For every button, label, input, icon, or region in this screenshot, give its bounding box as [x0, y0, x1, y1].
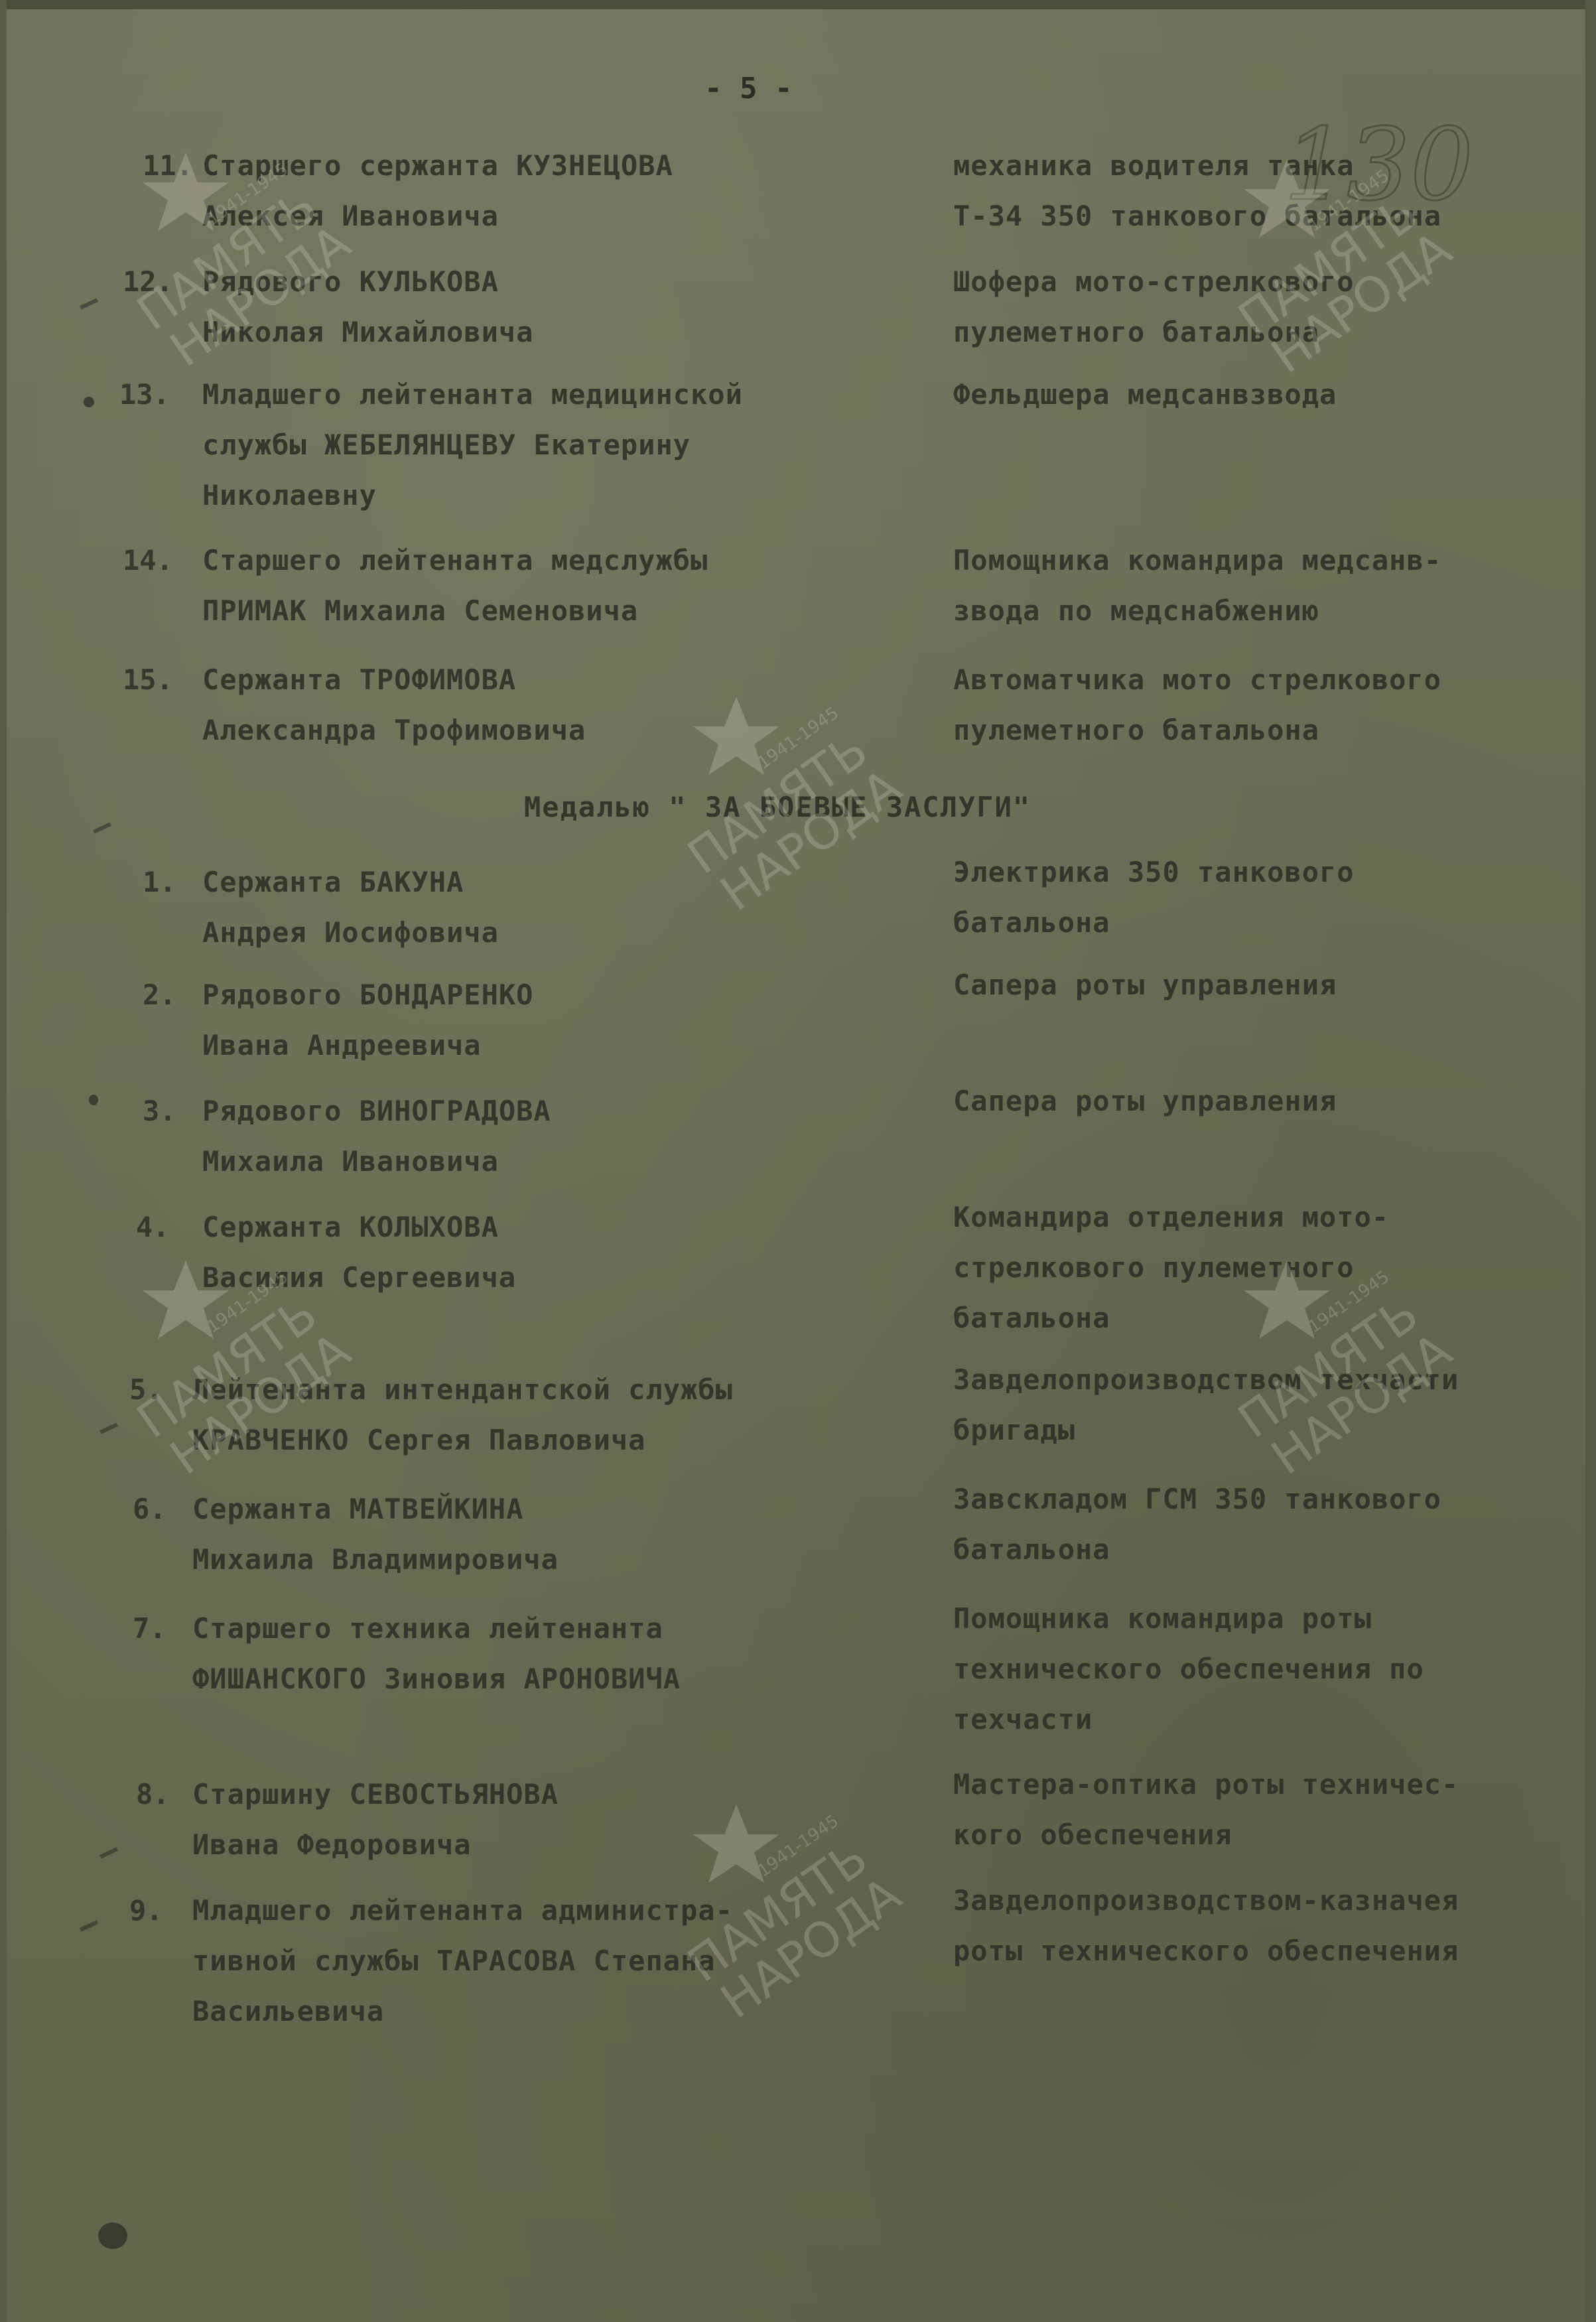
awardee-name-line: Рядового КУЛЬКОВА [202, 265, 499, 298]
page-top-edge [0, 0, 1596, 9]
awardee-name-line: Алексея Ивановича [202, 200, 499, 232]
awardee-name-line: Младшего лейтенанта медицинской [202, 378, 743, 411]
awardee-position-line: Сапера роты управления [953, 1085, 1337, 1117]
awardee-name-line: Старшину СЕВОСТЬЯНОВА [192, 1778, 559, 1810]
awardee-name-line: Андрея Иосифовича [202, 916, 499, 949]
awardee-name-line: Сержанта ТРОФИМОВА [202, 663, 517, 696]
awardee-position-line: Завделопроизводством-казначея [953, 1884, 1459, 1917]
awardee-name-line: Старшего лейтенанта медслужбы [202, 544, 708, 577]
margin-mark [80, 298, 98, 309]
awardee-position-line: пулеметного батальона [953, 714, 1320, 746]
entry-number: 6. [133, 1493, 166, 1525]
page-right-edge [1585, 0, 1596, 2322]
awardee-position-line: Завскладом ГСМ 350 танкового [953, 1483, 1442, 1515]
page-number: - 5 - [704, 72, 793, 105]
awardee-name-line: Михаила Владимировича [192, 1543, 559, 1576]
awardee-position-line: звода по медснабжению [953, 594, 1320, 627]
svg-text:130: 130 [1284, 107, 1474, 219]
awardee-position-line: Шофера мото-стрелкового [953, 265, 1355, 298]
awardee-name-line: Рядового БОНДАРЕНКО [202, 979, 534, 1011]
punch-hole [98, 2222, 127, 2249]
margin-mark [84, 397, 94, 407]
entry-number: 15. [123, 663, 173, 696]
awardee-name-line: Михаила Ивановича [202, 1145, 499, 1178]
entry-number: 4. [136, 1211, 170, 1243]
awardee-position-line: Помощника командира медсанв- [953, 544, 1442, 577]
awardee-position-line: кого обеспечения [953, 1818, 1232, 1851]
awardee-name-line: тивной службы ТАРАСОВА Степана [192, 1945, 716, 1977]
awardee-position-line: Мастера-оптика роты техничес- [953, 1768, 1459, 1801]
entry-number: 9. [129, 1894, 163, 1927]
awardee-name-line: ПРИМАК Михаила Семеновича [202, 594, 639, 627]
awardee-name-line: Николая Михайловича [202, 316, 534, 348]
awardee-position-line: Командира отделения мото- [953, 1201, 1390, 1233]
entry-number: 13. [119, 378, 170, 411]
awardee-name-line: Василия Сергеевича [202, 1261, 517, 1294]
entry-number: 11. [143, 149, 193, 182]
page-left-edge [0, 0, 7, 2322]
awardee-name-line: службы ЖЕБЕЛЯНЦЕВУ Екатерину [202, 429, 691, 461]
awardee-position-line: батальона [953, 1302, 1110, 1334]
awardee-position-line: Т-34 350 танкового батальона [953, 200, 1442, 232]
awardee-name-line: Старшего техника лейтенанта [192, 1612, 663, 1645]
awardee-position-line: Сапера роты управления [953, 969, 1337, 1001]
awardee-position-line: Помощника командира роты [953, 1602, 1372, 1635]
awardee-name-line: Сержанта КОЛЫХОВА [202, 1211, 499, 1243]
awardee-name-line: ФИШАНСКОГО Зиновия АРОНОВИЧА [192, 1663, 681, 1695]
watermark-logo [663, 657, 929, 922]
entry-number: 3. [143, 1095, 176, 1127]
awardee-position-line: механика водителя танка [953, 149, 1355, 182]
margin-mark [89, 1095, 98, 1105]
awardee-name-line: Лейтенанта интендантской службы [192, 1373, 733, 1406]
margin-mark [93, 822, 111, 833]
awardee-position-line: Электрика 350 танкового [953, 856, 1355, 888]
entry-number: 7. [133, 1612, 166, 1645]
awardee-position-line: бригады [953, 1414, 1076, 1446]
awardee-position-line: стрелкового пулеметного [953, 1251, 1355, 1284]
awardee-name-line: Сержанта БАКУНА [202, 866, 464, 898]
awardee-name-line: Старшего сержанта КУЗНЕЦОВА [202, 149, 673, 182]
entry-number: 2. [143, 979, 176, 1011]
awardee-name-line: КРАВЧЕНКО Сергея Павловича [192, 1424, 646, 1456]
margin-mark [80, 1920, 98, 1931]
awardee-position-line: Фельдшера медсанвзвода [953, 378, 1337, 411]
entry-number: 14. [123, 544, 173, 577]
entry-number: 5. [129, 1373, 163, 1406]
entry-number: 1. [143, 866, 176, 898]
awardee-name-line: Васильевича [192, 1995, 385, 2027]
awardee-position-line: техчасти [953, 1703, 1093, 1736]
margin-mark [100, 1422, 118, 1434]
awardee-name-line: Младшего лейтенанта администра- [192, 1894, 733, 1927]
awardee-name-line: Ивана Федоровича [192, 1828, 472, 1861]
awardee-name-line: Ивана Андреевича [202, 1029, 482, 1061]
awardee-position-line: батальона [953, 1533, 1110, 1566]
awardee-position-line: технического обеспечения по [953, 1653, 1424, 1685]
awardee-position-line: батальона [953, 906, 1110, 939]
section-heading-medal: Медалью " ЗА БОЕВЫЕ ЗАСЛУГИ" [524, 791, 1031, 823]
entry-number: 12. [123, 265, 173, 298]
awardee-position-line: Завделопроизводством техчасти [953, 1363, 1459, 1396]
margin-mark [100, 1847, 118, 1858]
awardee-name-line: Рядового ВИНОГРАДОВА [202, 1095, 551, 1127]
awardee-name-line: Александра Трофимовича [202, 714, 586, 746]
awardee-position-line: пулеметного батальона [953, 316, 1320, 348]
entry-number: 8. [136, 1778, 170, 1810]
awardee-position-line: Автоматчика мото стрелкового [953, 663, 1442, 696]
awardee-name-line: Николаевну [202, 479, 377, 512]
awardee-name-line: Сержанта МАТВЕЙКИНА [192, 1493, 524, 1525]
awardee-position-line: роты технического обеспечения [953, 1935, 1459, 1967]
